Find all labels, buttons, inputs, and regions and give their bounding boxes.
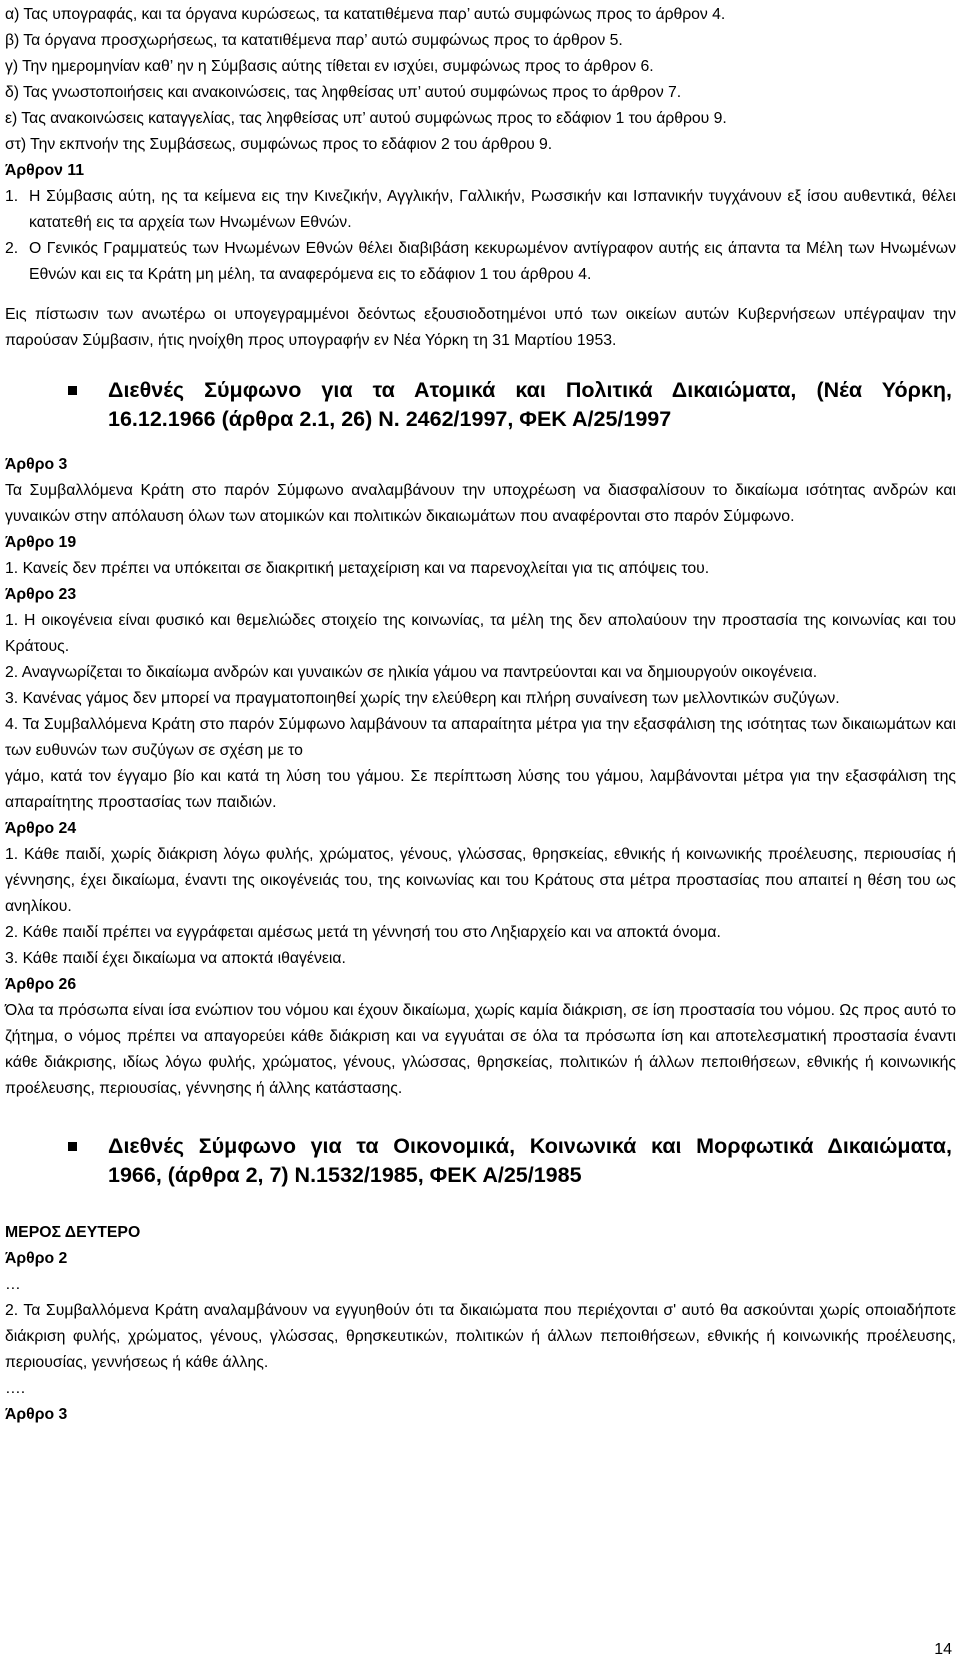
section-heading-iccpr: [68, 376, 956, 434]
square-bullet-icon: [68, 376, 108, 434]
article-26-heading: Άρθρο 26: [5, 976, 77, 993]
article-23-paragraph-2: 2. Αναγνωρίζεται το δικαίωμα ανδρών και γυναικών σε ηλικία γάμου να παντρεύονται και να δημιουργούν οικογένεια.: [5, 664, 818, 681]
intro-line-b: β) Τα όργανα προσχωρήσεως, τα κατατιθέμενα παρ’ αυτώ συμφώνως προς το άρθρον 5.: [5, 32, 623, 49]
intro-line-c: γ) Την ημερομηνίαν καθ’ ην η Σύμβασις αύτης τίθεται εν ισχύει, συμφώνως προς το άρθρον 6.: [5, 58, 654, 75]
intro-line-e: ε) Τας ανακοινώσεις καταγγελίας, τας ληφθείσας υπ’ αυτού συμφώνως προς το εδάφιον 1 του άρθρου 9.: [5, 110, 727, 127]
page-number: 14: [934, 1641, 952, 1658]
section-title-line-2: 1966, (άρθρα 2, 7) Ν.1532/1985, ΦΕΚ Α/25/1985: [108, 1163, 582, 1187]
item-number: 1.: [5, 188, 19, 205]
article-23-paragraph-1: 1. Η οικογένεια είναι φυσικό και θεμελιώδες στοιχείο της κοινωνίας, τα μέλη της δεν απολαύουν την προστασία της κοινωνίας και του Κράτους.: [5, 612, 956, 655]
article-2-heading: Άρθρο 2: [5, 1250, 68, 1267]
article-23-heading: Άρθρο 23: [5, 586, 77, 603]
item-text: Η Σύμβασις αύτη, ης τα κείμενα εις την Κινεζικήν, Αγγλικήν, Γαλλικήν, Ρωσσικήν και Ισπανικήν τυγχάνουν εξ ίσου αυθεντικά, θέλει κατατεθή εις τα αρχεία των Ηνωμένων Εθνών.: [29, 188, 956, 231]
article-23-paragraph-3: 3. Κανένας γάμος δεν μπορεί να πραγματοποιηθεί χωρίς την ελεύθερη και πλήρη συναίνεση των μελλοντικών συζύγων.: [5, 690, 840, 707]
section-heading-icescr: [68, 1132, 956, 1190]
square-bullet-icon: [68, 1132, 108, 1190]
section-title-line-1: Διεθνές Σύμφωνο για τα Οικονομικά, Κοινωνικά και Μορφωτικά Δικαιώματα,: [108, 1134, 952, 1158]
article-24-paragraph-3: 3. Κάθε παιδί έχει δικαίωμα να αποκτά ιθαγένεια.: [5, 950, 346, 967]
article-23-paragraph-4b: γάμο, κατά τον έγγαμο βίο και κατά τη λύση του γάμου. Σε περίπτωση λύσης του γάμου, λαμβάνονται μέτρα για την εξασφάλιση της απαραίτητης προστασίας των παιδιών.: [5, 768, 956, 811]
article-19-text: 1. Κανείς δεν πρέπει να υπόκειται σε διακριτική μεταχείριση και να παρενοχλείται για τις απόψεις του.: [5, 560, 710, 577]
intro-line-st: στ) Την εκπνοήν της Συμβάσεως, συμφώνως προς το εδάφιον 2 του άρθρου 9.: [5, 136, 553, 153]
article-3-heading-part-2: Άρθρο 3: [5, 1406, 68, 1423]
section-title-line-1: Διεθνές Σύμφωνο για τα Ατομικά και Πολιτικά Δικαιώματα, (Νέα Υόρκη,: [108, 378, 952, 402]
ellipsis-1: …: [5, 1276, 21, 1293]
article-3-heading: Άρθρο 3: [5, 456, 68, 473]
article-23-paragraph-4a: 4. Τα Συμβαλλόμενα Κράτη στο παρόν Σύμφωνο λαμβάνουν τα απαραίτητα μέτρα για την εξασφάλιση της ισότητας των δικαιωμάτων και των ευθυνών των συζύγων σε σχέση με το: [5, 716, 956, 759]
item-text: Ο Γενικός Γραμματεύς των Ηνωμένων Εθνών θέλει διαβιβάση κεκυρωμένον αντίγραφον αυτής εις άπαντα τα Μέλη των Ηνωμένων Εθνών και εις τα Κράτη μη μέλη, τα αναφερόμενα εις το εδάφιον 1 του άρθρου 4.: [29, 240, 956, 283]
part-heading: ΜΕΡΟΣ ΔΕΥΤΕΡΟ: [5, 1224, 141, 1241]
intro-line-a: α) Τας υπογραφάς, και τα όργανα κυρώσεως, τα κατατιθέμενα παρ’ αυτώ συμφώνως προς το άρθρον 4.: [5, 6, 726, 23]
article-3-text: Τα Συμβαλλόμενα Κράτη στο παρόν Σύμφωνο αναλαμβάνουν την υποχρέωση να διασφαλίσουν το δικαίωμα ισότητας ανδρών και γυναικών στην απόλαυση όλων των ατομικών και πολιτικών δικαιωμάτων που αναφέρονται στο παρόν Σύμφωνο.: [5, 482, 956, 525]
article-2-text: 2. Τα Συμβαλλόμενα Κράτη αναλαμβάνουν να εγγυηθούν ότι τα δικαιώματα που περιέχονται σ' αυτό θα ασκούνται χωρίς οποιαδήποτε διάκριση φυλής, χρώματος, γένους, γλώσσας, θρησκευτικών, πολιτικών ή άλλων πεποιθήσεων, εθνικής ή κοινωνικής προέλευσης, περιουσίας, γεννήσεως ή κάθε άλλης.: [5, 1302, 956, 1371]
article-11-item-2: [5, 236, 956, 288]
witness-paragraph: Εις πίστωσιν των ανωτέρω οι υπογεγραμμένοι δεόντως εξουσιοδοτημένοι υπό των οικείων αυτών Κυβερνήσεων υπέγραψαν την παρούσαν Σύμβασιν, ήτις ηνοίχθη προς υπογραφήν εν Νέα Υόρκη τη 31 Μαρτίου 1953.: [5, 306, 956, 349]
article-24-paragraph-2: 2. Κάθε παιδί πρέπει να εγγράφεται αμέσως μετά τη γέννησή του στο Ληξιαρχείο και να αποκτά όνομα.: [5, 924, 721, 941]
item-number: 2.: [5, 240, 19, 257]
intro-line-d: δ) Τας γνωστοποιήσεις και ανακοινώσεις, τας ληφθείσας υπ’ αυτού συμφώνως προς το άρθρον 7.: [5, 84, 682, 101]
intro-list: [5, 2, 956, 158]
article-24-heading: Άρθρο 24: [5, 820, 77, 837]
article-24-paragraph-1: 1. Κάθε παιδί, χωρίς διάκριση λόγω φυλής, χρώματος, γένους, γλώσσας, θρησκείας, εθνικής ή κοινωνικής προέλευσης, περιουσίας ή γέννησης, έχει δικαίωμα, έναντι της οικογένειάς του, της κοινωνίας και του Κράτους στα μέτρα προστασίας που απαιτεί η θέση του ως ανηλίκου.: [5, 846, 956, 915]
section-title-line-2: 16.12.1966 (άρθρα 2.1, 26) Ν. 2462/1997, ΦΕΚ Α/25/1997: [108, 407, 672, 431]
article-26-text: Όλα τα πρόσωπα είναι ίσα ενώπιον του νόμου και έχουν δικαίωμα, χωρίς καμία διάκριση, σε ίση προστασία του νόμου. Ως προς αυτό το ζήτημα, ο νόμος πρέπει να απαγορεύει κάθε διάκριση και να εγγυάται σε όλα τα πρόσωπα ίση και αποτελεσματική προστασία έναντι κάθε διάκρισης, ιδίως λόγω φυλής, χρώματος, γένους, γλώσσας, θρησκείας, πολιτικών ή άλλων πεποιθήσεων, εθνικής ή κοινωνικής προέλευσης, περιουσίας, γέννησης ή άλλης κατάστασης.: [5, 1002, 956, 1097]
document-page: [5, 2, 956, 1428]
article-11-item-1: [5, 184, 956, 236]
article-11-heading: Άρθρον 11: [5, 162, 85, 179]
article-19-heading: Άρθρο 19: [5, 534, 77, 551]
ellipsis-2: ….: [5, 1380, 26, 1397]
